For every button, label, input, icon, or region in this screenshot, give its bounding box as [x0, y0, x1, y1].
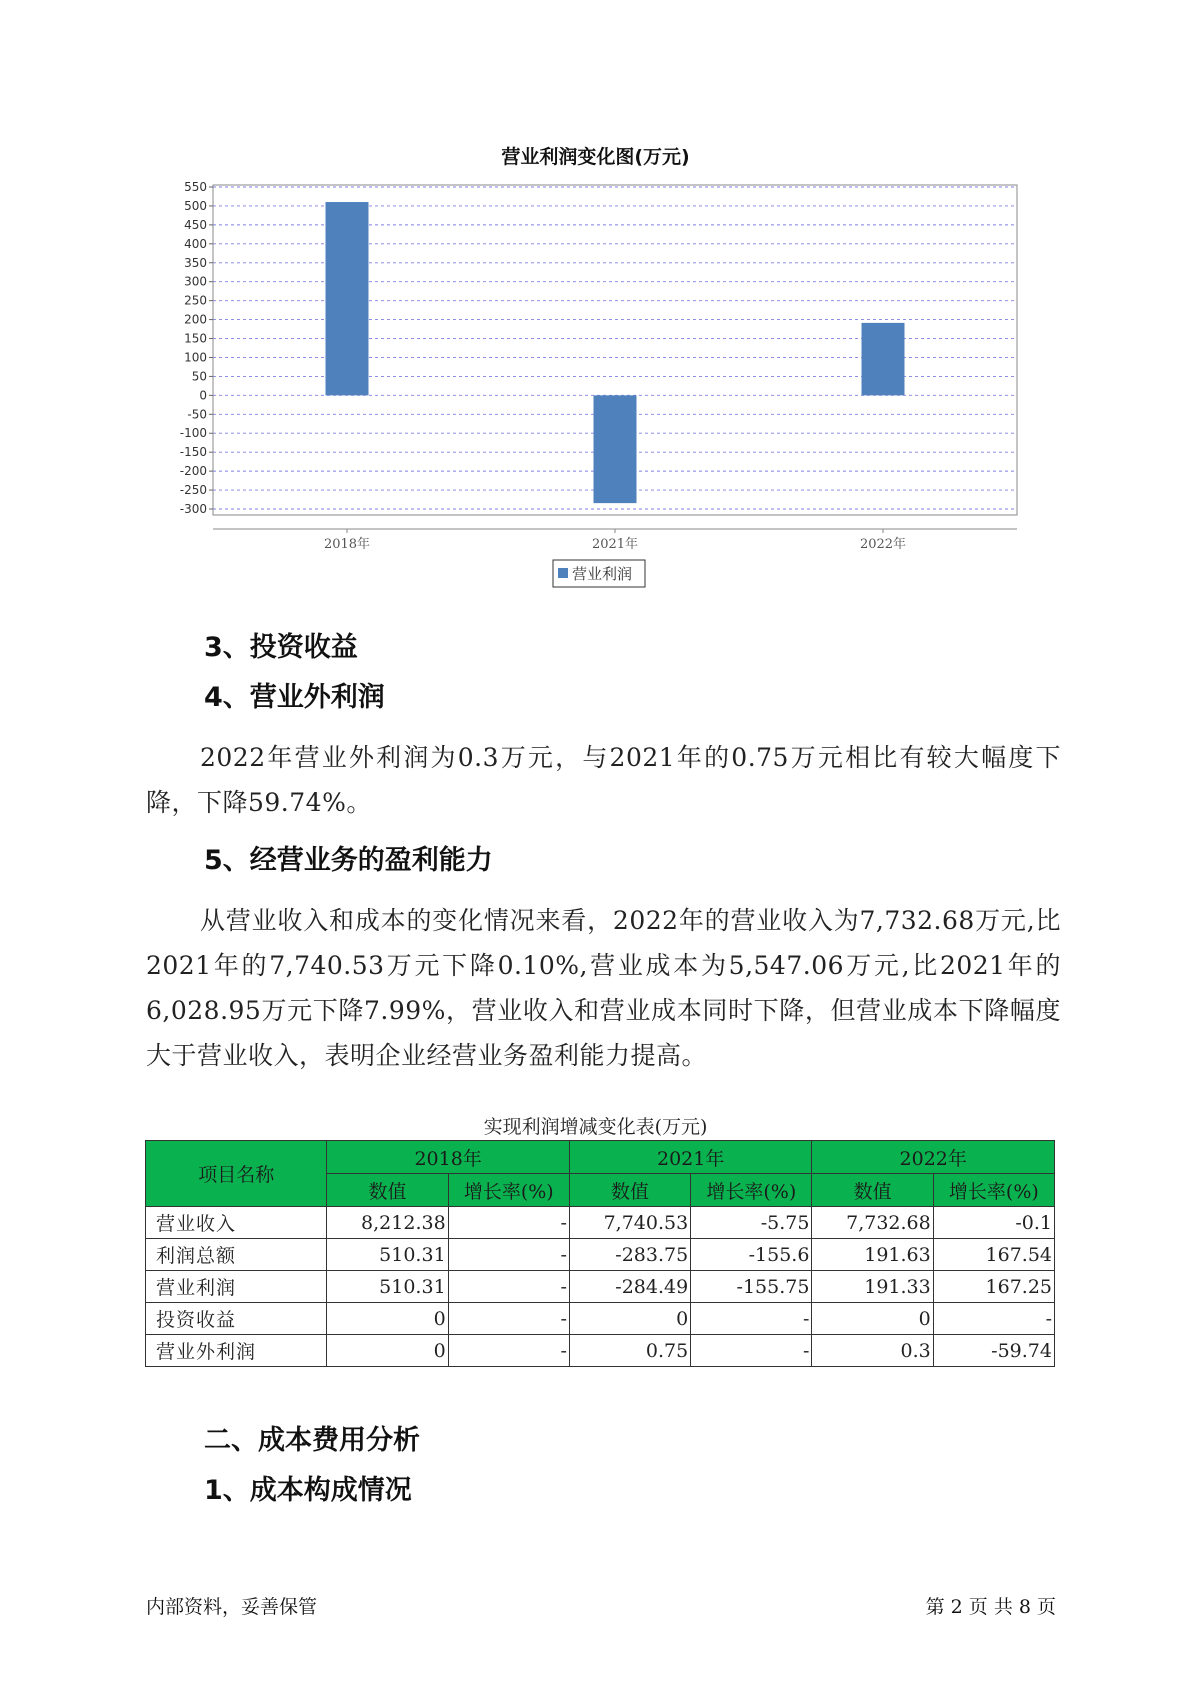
cell-growth-rate: -5.75	[691, 1207, 812, 1239]
bar	[326, 202, 369, 395]
row-name: 营业利润	[146, 1271, 327, 1303]
cell-growth-rate: -	[448, 1207, 569, 1239]
cell-growth-rate: -	[448, 1239, 569, 1271]
heading-investment-income: 3、投资收益	[204, 632, 358, 663]
heading-cost-structure: 1、成本构成情况	[204, 1475, 412, 1506]
y-tick-label: -250	[179, 483, 207, 498]
cell-value: 0	[812, 1303, 933, 1335]
cell-value: 0.75	[569, 1335, 690, 1367]
y-tick-label: -50	[187, 407, 207, 422]
cell-value: 191.63	[812, 1239, 933, 1271]
subheader-rate: 增长率(%)	[691, 1174, 812, 1207]
footer-confidential-note: 内部资料，妥善保管	[146, 1596, 318, 1618]
cell-growth-rate: -	[448, 1303, 569, 1335]
table-row	[146, 1207, 1055, 1239]
cell-value: 7,732.68	[812, 1207, 933, 1239]
table-row	[146, 1271, 1055, 1303]
y-tick-label: 500	[184, 198, 207, 213]
cell-value: 0	[327, 1303, 448, 1335]
y-tick-label: 100	[184, 350, 207, 365]
cell-value: 191.33	[812, 1271, 933, 1303]
table-body	[146, 1207, 1055, 1367]
y-tick-label: 50	[191, 369, 207, 384]
header-year-2021: 2021年	[569, 1141, 812, 1174]
cell-growth-rate: -	[448, 1335, 569, 1367]
y-tick-label: 400	[184, 236, 207, 251]
cell-value: 0.3	[812, 1335, 933, 1367]
header-item-name: 项目名称	[146, 1141, 327, 1207]
cell-growth-rate: -155.6	[691, 1239, 812, 1271]
cell-value: 510.31	[327, 1239, 448, 1271]
heading-non-operating-profit: 4、营业外利润	[204, 682, 385, 713]
subheader-value: 数值	[569, 1174, 690, 1207]
cell-growth-rate: -	[691, 1303, 812, 1335]
table-row	[146, 1303, 1055, 1335]
y-tick-label: 450	[184, 217, 207, 232]
cell-growth-rate: 167.54	[933, 1239, 1054, 1271]
y-tick-label: 300	[184, 274, 207, 289]
bar	[862, 323, 905, 395]
y-tick-label: 200	[184, 312, 207, 327]
cell-value: -284.49	[569, 1271, 690, 1303]
x-tick-label: 2021年	[591, 537, 639, 552]
header-year-2018: 2018年	[327, 1141, 570, 1174]
heading-profitability: 5、经营业务的盈利能力	[204, 845, 493, 876]
heading-cost-analysis: 二、成本费用分析	[204, 1425, 420, 1456]
cell-value: 510.31	[327, 1271, 448, 1303]
subheader-rate: 增长率(%)	[933, 1174, 1054, 1207]
cell-growth-rate: -	[448, 1271, 569, 1303]
cell-value: 0	[569, 1303, 690, 1335]
cell-growth-rate: -	[933, 1303, 1054, 1335]
bar	[594, 395, 637, 503]
x-tick-label: 2022年	[859, 537, 907, 552]
paragraph-profitability: 从营业收入和成本的变化情况来看，2022年的营业收入为7,732.68万元,比2021年的7,740.53万元下降0.10%,营业成本为5,547.06万元,比2021年的6,028.95万元下降7.99%，营业收入和营业成本同时下降，但营业成本下降幅度大于营业收入，表明企业经营业务盈利能力提高。	[146, 906, 1061, 1070]
row-name: 投资收益	[146, 1303, 327, 1335]
footer-page-number: 第 2 页 共 8 页	[925, 1596, 1056, 1618]
cell-value: 8,212.38	[327, 1207, 448, 1239]
row-name: 利润总额	[146, 1239, 327, 1271]
subheader-value: 数值	[327, 1174, 448, 1207]
y-tick-label: 550	[184, 180, 207, 194]
cell-value: 0	[327, 1335, 448, 1367]
row-name: 营业外利润	[146, 1335, 327, 1367]
y-tick-label: 250	[184, 293, 207, 308]
legend-swatch	[558, 568, 568, 578]
y-tick-label: 150	[184, 331, 207, 346]
header-year-2022: 2022年	[812, 1141, 1055, 1174]
table-row	[146, 1335, 1055, 1367]
legend-label: 营业利润	[572, 565, 633, 583]
paragraph-non-operating-profit: 2022年营业外利润为0.3万元，与2021年的0.75万元相比有较大幅度下降，下降59.74%。	[146, 743, 1061, 817]
profit-change-table	[145, 1140, 1055, 1367]
table-row	[146, 1239, 1055, 1271]
cell-growth-rate: -	[691, 1335, 812, 1367]
y-tick-label: -300	[179, 502, 207, 516]
bar-chart	[0, 0, 1191, 600]
x-tick-label: 2018年	[323, 537, 371, 552]
table-title: 实现利润增减变化表(万元)	[483, 1116, 708, 1138]
chart-title: 营业利润变化图(万元)	[501, 146, 690, 168]
y-tick-label: 350	[184, 255, 207, 270]
y-tick-label: 0	[199, 388, 207, 403]
cell-growth-rate: -59.74	[933, 1335, 1054, 1367]
cell-growth-rate: 167.25	[933, 1271, 1054, 1303]
y-tick-label: -100	[179, 426, 207, 441]
y-tick-label: -200	[179, 464, 207, 479]
row-name: 营业收入	[146, 1207, 327, 1239]
subheader-rate: 增长率(%)	[448, 1174, 569, 1207]
cell-value: -283.75	[569, 1239, 690, 1271]
y-tick-label: -150	[179, 445, 207, 460]
cell-growth-rate: -0.1	[933, 1207, 1054, 1239]
cell-value: 7,740.53	[569, 1207, 690, 1239]
cell-growth-rate: -155.75	[691, 1271, 812, 1303]
subheader-value: 数值	[812, 1174, 933, 1207]
